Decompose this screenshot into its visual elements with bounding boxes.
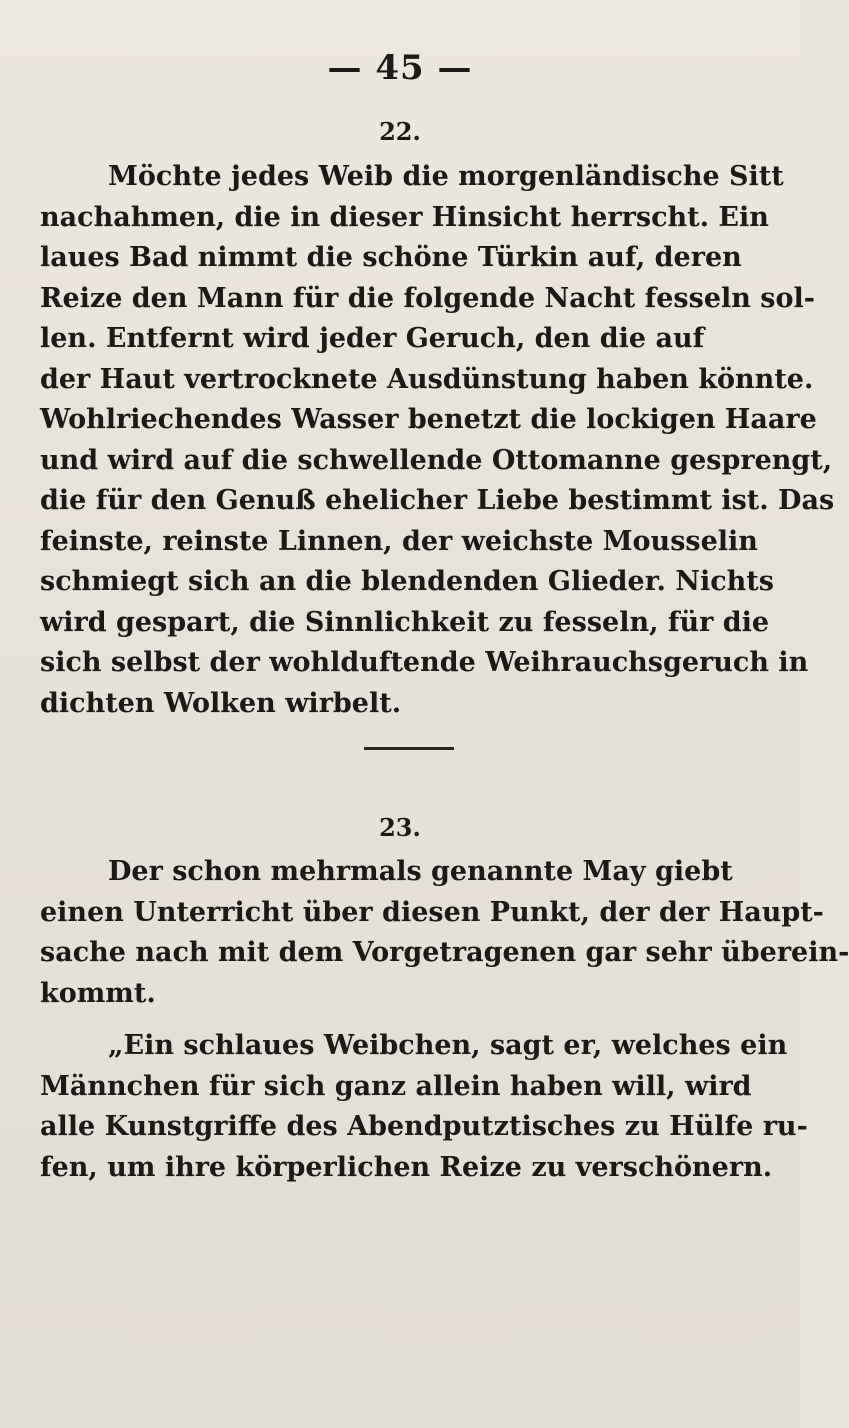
text-line: sich selbst der wohlduftende Weihrauchsgeruch in	[40, 647, 809, 678]
text-line: Wohlriechendes Wasser benetzt die lockigen Haare	[40, 404, 817, 435]
text-line: laues Bad nimmt die schöne Türkin auf, deren	[40, 242, 742, 273]
paragraph-section-22	[40, 157, 835, 724]
section-number-23: 23.	[379, 813, 421, 842]
paragraph-section-23-first	[40, 852, 849, 1014]
text-line: nachahmen, die in dieser Hinsicht herrscht. Ein	[40, 201, 769, 233]
text-line: Reize den Mann für die folgende Nacht fesseln sol-	[40, 282, 815, 314]
section-number-22: 22.	[379, 117, 421, 146]
text-line: Männchen für sich ganz allein haben will, wird	[40, 1070, 752, 1102]
text-line: die für den Genuß ehelicher Liebe bestimmt ist. Das	[40, 485, 835, 516]
text-line: und wird auf die schwellende Ottomanne gesprengt,	[40, 444, 833, 476]
text-line: feinste, reinste Linnen, der weichste Mousselin	[40, 525, 758, 557]
paragraph-section-23-second	[40, 1026, 808, 1188]
text-line: schmiegt sich an die blendenden Glieder. Nichts	[40, 566, 774, 597]
page-number: — 45 —	[327, 48, 473, 88]
text-line: wird gespart, die Sinnlichkeit zu fesseln, für die	[40, 606, 770, 638]
text-line: alle Kunstgriffe des Abendputztisches zu Hülfe ru-	[40, 1111, 808, 1142]
text-line: einen Unterricht über diesen Punkt, der der Haupt-	[40, 896, 824, 928]
text-line: len. Entfernt wird jeder Geruch, den die auf	[40, 323, 705, 354]
section-divider-rule	[364, 747, 454, 750]
text-line: Der schon mehrmals genannte May giebt	[108, 856, 733, 887]
text-line: der Haut vertrocknete Ausdünstung haben könnte.	[40, 363, 814, 395]
text-line: „Ein schlaues Weibchen, sagt er, welches ein	[108, 1030, 788, 1061]
text-line: kommt.	[40, 977, 156, 1009]
text-line: Möchte jedes Weib die morgenländische Sitt	[108, 161, 784, 192]
text-line: sache nach mit dem Vorgetragenen gar sehr überein-	[40, 937, 849, 968]
text-line: dichten Wolken wirbelt.	[40, 687, 402, 719]
text-line: fen, um ihre körperlichen Reize zu verschönern.	[40, 1151, 773, 1183]
